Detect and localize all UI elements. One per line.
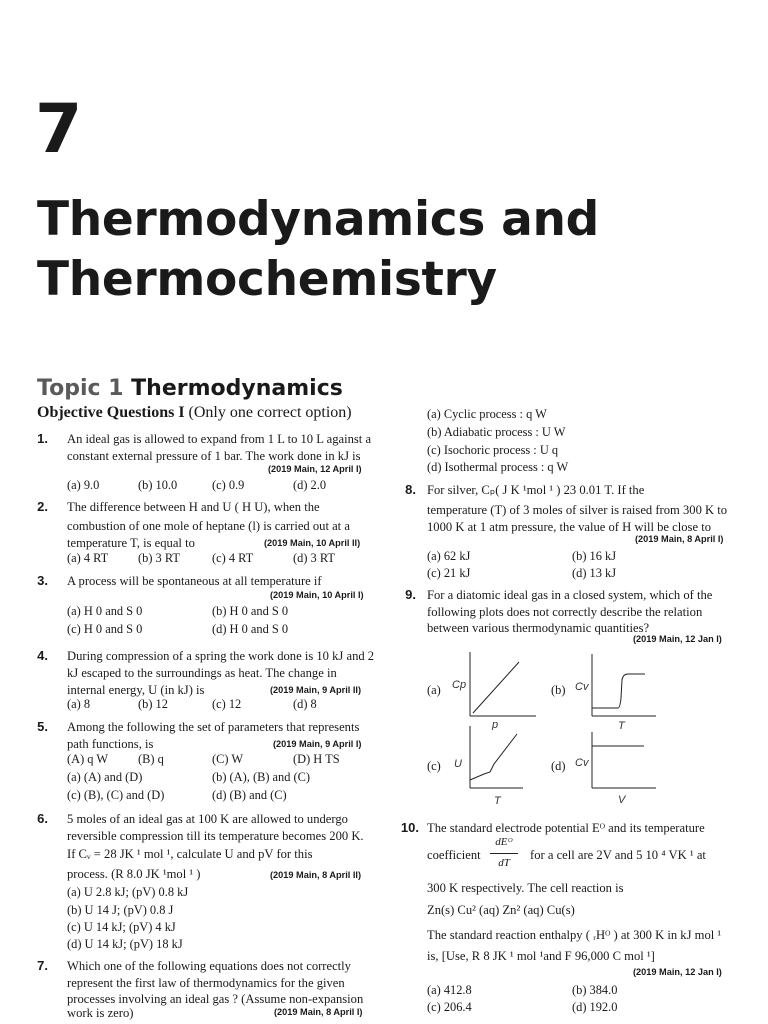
exam-reference: (2019 Main, 10 April II) xyxy=(264,538,361,548)
exam-reference: (2019 Main, 12 April I) xyxy=(268,464,362,474)
question-text: Among the following the set of parameters that represents xyxy=(67,720,360,734)
option-d: (d) 3 RT xyxy=(293,551,335,565)
option-c: (c) Isochoric process : U q xyxy=(427,443,559,457)
plot-a-curve xyxy=(473,662,519,713)
question-text: kJ escaped to the surroundings as heat. The change in xyxy=(67,666,337,680)
option-d: (d) 192.0 xyxy=(572,1000,618,1014)
plot-c-y-label: U xyxy=(454,758,462,770)
chapter-title-line-1: Thermodynamics and xyxy=(37,192,599,247)
plot-b-option: (b) xyxy=(551,683,566,697)
option-a: (a) U 2.8 kJ; (pV) 0.8 kJ xyxy=(67,885,189,899)
question-text: If Cᵥ = 28 JK ¹ mol ¹, calculate U and pV for this xyxy=(67,847,313,861)
option-a: (a) 4 RT xyxy=(67,551,109,565)
option-a: (a) Cyclic process : q W xyxy=(427,407,547,421)
exam-reference: (2019 Main, 12 Jan I) xyxy=(633,967,722,977)
option-a: (a) 62 kJ xyxy=(427,549,471,563)
question-text: process. (R 8.0 JK ¹mol ¹ ) xyxy=(67,867,201,881)
option-D: (D) H TS xyxy=(293,752,340,766)
exam-reference: (2019 Main, 10 April I) xyxy=(270,590,364,600)
question-text: temperature T, is equal to xyxy=(67,536,195,550)
plot-c-x-label: T xyxy=(494,795,501,807)
question-text: 300 K respectively. The cell reaction is xyxy=(427,881,624,895)
exam-reference: (2019 Main, 12 Jan I) xyxy=(633,634,722,644)
question-text: The difference between H and U ( H U), when the xyxy=(67,500,320,514)
plot-b-y-label: Cv xyxy=(575,681,589,693)
question-text: work is zero) xyxy=(67,1006,134,1020)
question-text: coefficient xyxy=(427,848,481,862)
question-number: 4. xyxy=(37,648,48,663)
option-b: (b) 10.0 xyxy=(138,478,178,492)
fraction-denominator: dT xyxy=(498,857,510,869)
question-number: 1. xyxy=(37,431,48,446)
option-d: (d) U 14 kJ; (pV) 18 kJ xyxy=(67,937,183,951)
question-text: Which one of the following equations does not correctly xyxy=(67,959,351,973)
option-b: (b) Adiabatic process : U W xyxy=(427,425,566,439)
question-text: following plots does not correctly describe the relation xyxy=(427,605,703,619)
question-number: 5. xyxy=(37,719,48,734)
option-c: (c) H 0 and S 0 xyxy=(67,622,143,636)
chapter-title-line-2: Thermochemistry xyxy=(37,252,497,307)
option-c: (c) 12 xyxy=(212,697,242,711)
option-A: (A) q W xyxy=(67,752,109,766)
option-c: (c) (B), (C) and (D) xyxy=(67,788,165,802)
cell-reaction: Zn(s) Cu² (aq) Zn² (aq) Cu(s) xyxy=(427,903,575,917)
topic-label: Topic 1 xyxy=(37,376,124,401)
plot-d-option: (d) xyxy=(551,759,566,773)
option-c: (c) 0.9 xyxy=(212,478,245,492)
plot-a-y-label: Cp xyxy=(452,679,467,691)
plot-d-y-label: Cv xyxy=(575,757,589,769)
option-d: (d) 13 kJ xyxy=(572,566,617,580)
question-text: During compression of a spring the work done is 10 kJ and 2 xyxy=(67,649,375,663)
option-c: (c) 21 kJ xyxy=(427,566,471,580)
question-text: between various thermodynamic quantities? xyxy=(427,621,650,635)
question-text: reversible compression till its temperature becomes 200 K. xyxy=(67,829,364,843)
plot-a-x-label: p xyxy=(492,719,499,730)
exam-reference: (2019 Main, 9 April II) xyxy=(270,685,362,695)
question-text: 1000 K at 1 atm pressure, the value of H will be close to xyxy=(427,520,711,534)
option-d: (d) 2.0 xyxy=(293,478,327,492)
plot-a xyxy=(440,648,540,730)
question-text: processes involving an ideal gas ? (Assume non-expansion xyxy=(67,992,364,1006)
option-b: (b) (A), (B) and (C) xyxy=(212,770,311,784)
plot-b xyxy=(570,650,660,732)
option-b: (b) 384.0 xyxy=(572,983,618,997)
question-text: is, [Use, R 8 JK ¹ mol ¹and F 96,000 C mol ¹] xyxy=(427,949,655,963)
option-B: (B) q xyxy=(138,752,164,766)
option-c: (c) 4 RT xyxy=(212,551,254,565)
option-d: (d) 8 xyxy=(293,697,317,711)
plot-c-option: (c) xyxy=(427,759,441,773)
option-b: (b) 16 kJ xyxy=(572,549,617,563)
question-number: 7. xyxy=(37,958,48,973)
section-note: (Only one correct option) xyxy=(188,404,352,421)
option-b: (b) U 14 J; (pV) 0.8 J xyxy=(67,903,174,917)
option-d: (d) Isothermal process : q W xyxy=(427,460,569,474)
plot-c xyxy=(448,724,528,810)
question-number: 2. xyxy=(37,499,48,514)
question-text: constant external pressure of 1 bar. The work done in kJ is xyxy=(67,449,361,463)
option-a: (a) 412.8 xyxy=(427,983,472,997)
question-text: For a diatomic ideal gas in a closed system, which of the xyxy=(427,588,713,602)
question-number: 9. xyxy=(405,587,416,602)
exam-reference: (2019 Main, 8 April I) xyxy=(635,534,724,544)
topic-heading xyxy=(37,376,343,401)
plot-d-x-label: V xyxy=(618,794,626,806)
plot-b-curve xyxy=(592,674,645,708)
question-text: temperature (T) of 3 moles of silver is raised from 300 K to xyxy=(427,503,728,517)
question-text: An ideal gas is allowed to expand from 1 L to 10 L against a xyxy=(67,432,372,446)
plot-a-option: (a) xyxy=(427,683,441,697)
option-d: (d) (B) and (C) xyxy=(212,788,287,802)
fraction-bar xyxy=(490,853,518,854)
question-text: path functions, is xyxy=(67,737,154,751)
question-text: combustion of one mole of heptane (l) is carried out at a xyxy=(67,519,350,533)
question-number: 10. xyxy=(400,820,419,835)
exam-reference: (2019 Main, 9 April I) xyxy=(273,739,362,749)
question-number: 3. xyxy=(37,573,48,588)
option-c: (c) U 14 kJ; (pV) 4 kJ xyxy=(67,920,176,934)
option-a: (a) (A) and (D) xyxy=(67,770,143,784)
exam-reference: (2019 Main, 8 April II) xyxy=(270,870,362,880)
question-text: The standard reaction enthalpy ( ᵣHᴼ ) at 300 K in kJ mol ¹ xyxy=(427,928,722,942)
question-number: 8. xyxy=(405,482,416,497)
fraction-numerator: dEᴼ xyxy=(495,836,513,848)
question-text: A process will be spontaneous at all temperature if xyxy=(67,574,322,588)
plot-c-curve xyxy=(470,734,517,780)
plot-b-x-label: T xyxy=(618,720,625,732)
option-b: (b) 3 RT xyxy=(138,551,180,565)
plot-d xyxy=(570,730,660,810)
option-C: (C) W xyxy=(212,752,244,766)
section-heading xyxy=(37,404,352,422)
option-a: (a) 8 xyxy=(67,697,91,711)
question-text: The standard electrode potential Eᴼ and its temperature xyxy=(427,821,705,835)
question-text: 5 moles of an ideal gas at 100 K are allowed to undergo xyxy=(67,812,348,826)
option-a: (a) 9.0 xyxy=(67,478,100,492)
question-text: for a cell are 2V and 5 10 ⁴ VK ¹ at xyxy=(530,848,706,862)
chapter-number: 7 xyxy=(35,90,83,169)
option-c: (c) 206.4 xyxy=(427,1000,472,1014)
question-text: represent the first law of thermodynamics for the given xyxy=(67,976,345,990)
option-d: (d) H 0 and S 0 xyxy=(212,622,289,636)
topic-name: Thermodynamics xyxy=(131,376,343,401)
option-a: (a) H 0 and S 0 xyxy=(67,604,143,618)
section-name: Objective Questions I xyxy=(37,404,185,421)
question-text: internal energy, U (in kJ) is xyxy=(67,683,205,697)
exam-reference: (2019 Main, 8 April I) xyxy=(274,1007,363,1017)
option-b: (b) 12 xyxy=(138,697,168,711)
question-text: For silver, Cₚ( J K ¹mol ¹ ) 23 0.01 T. If the xyxy=(427,483,645,497)
option-b: (b) H 0 and S 0 xyxy=(212,604,289,618)
question-number: 6. xyxy=(37,811,48,826)
